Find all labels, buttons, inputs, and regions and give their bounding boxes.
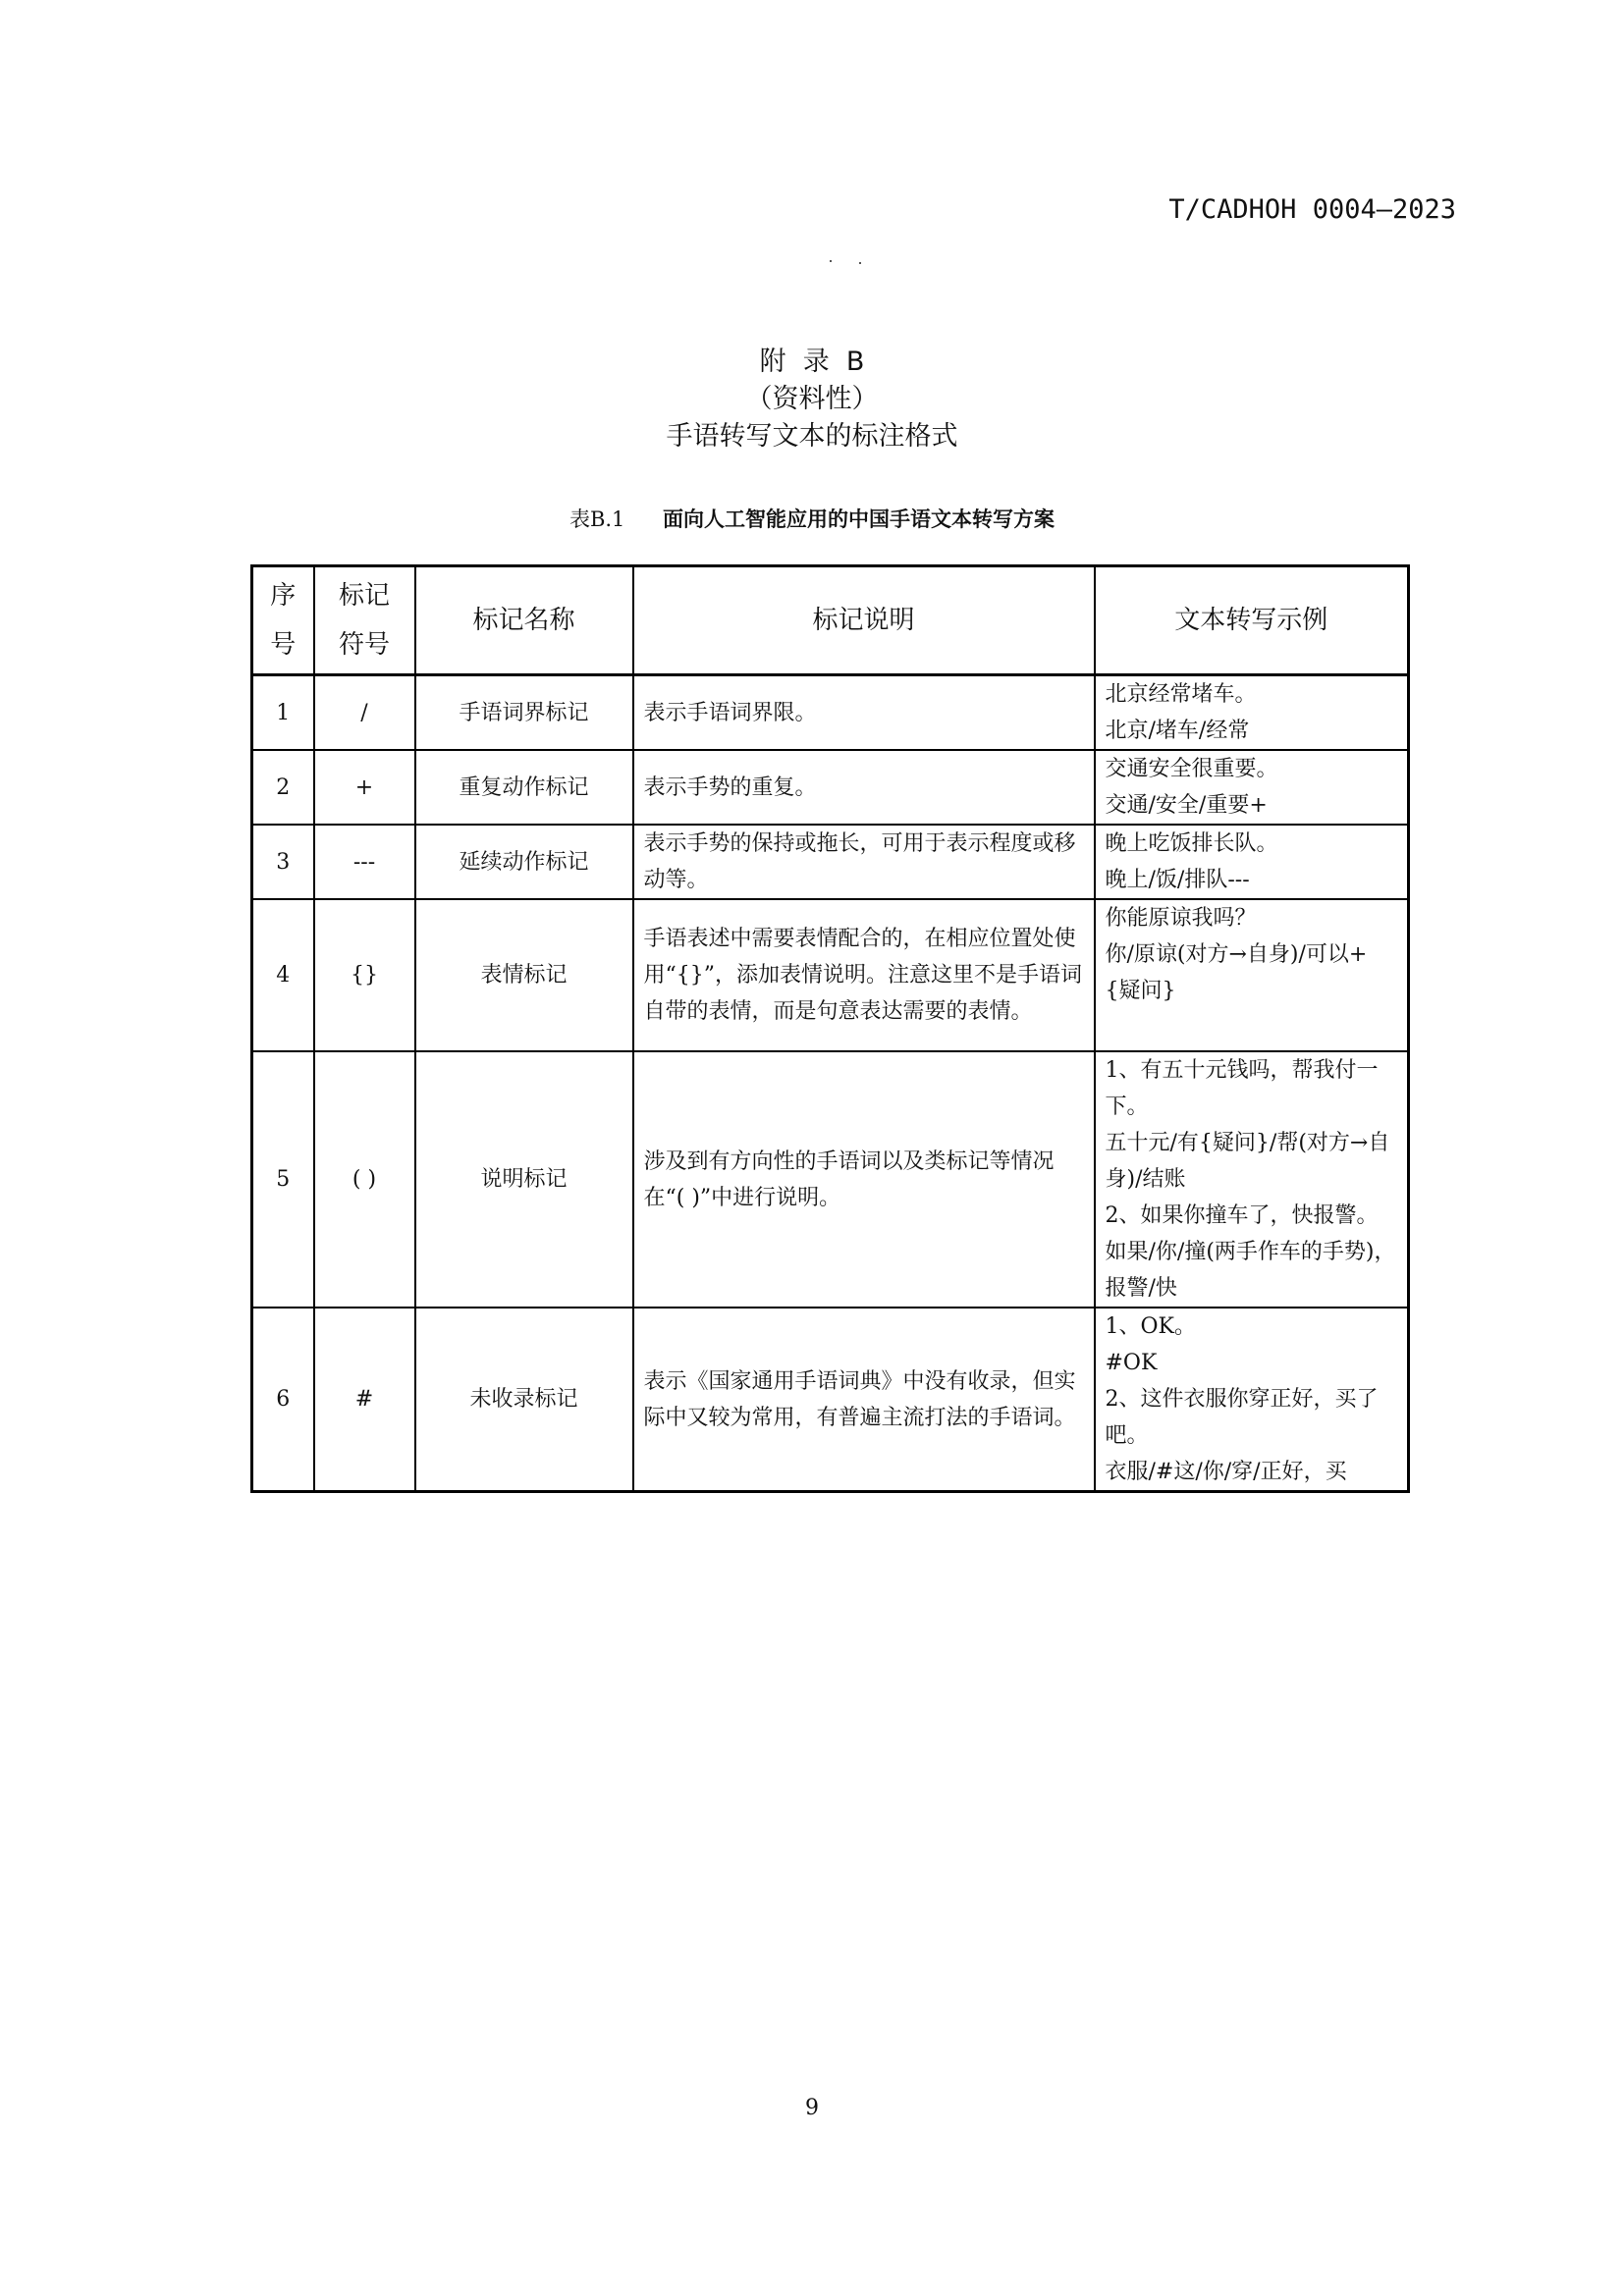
row-description: 涉及到有方向性的手语词以及类标记等情况在“( )”中进行说明。 bbox=[633, 1051, 1095, 1308]
row-name: 说明标记 bbox=[415, 1051, 633, 1308]
row-name: 手语词界标记 bbox=[415, 675, 633, 751]
decorative-dots bbox=[826, 260, 865, 266]
column-header-name: 标记名称 bbox=[415, 566, 633, 675]
appendix-heading bbox=[0, 344, 1624, 455]
row-examples: 北京经常堵车。 北京/堵车/经常 bbox=[1095, 675, 1409, 751]
document-code: T/CADHOH 0004—2023 bbox=[1168, 194, 1456, 225]
table-header-row bbox=[252, 566, 1409, 675]
row-description: 表示《国家通用手语词典》中没有收录，但实际中又较为常用，有普遍主流打法的手语词。 bbox=[633, 1308, 1095, 1492]
column-header-index: 序 号 bbox=[252, 566, 314, 675]
transcription-scheme-table bbox=[250, 564, 1410, 1493]
row-name: 表情标记 bbox=[415, 899, 633, 1051]
appendix-nature: （资料性） bbox=[745, 384, 879, 414]
table-row bbox=[252, 1308, 1409, 1492]
row-name: 延续动作标记 bbox=[415, 825, 633, 899]
row-name: 重复动作标记 bbox=[415, 750, 633, 825]
row-description: 手语表述中需要表情配合的，在相应位置处使用“{}”，添加表情说明。注意这里不是手语词自带的表情，而是句意表达需要的表情。 bbox=[633, 899, 1095, 1051]
row-index: 1 bbox=[252, 675, 314, 751]
row-index: 6 bbox=[252, 1308, 314, 1492]
row-examples: 你能原谅我吗？ 你/原谅(对方→自身)/可以+{疑问} bbox=[1095, 899, 1409, 1051]
row-examples: 1、OK。 #OK 2、这件衣服你穿正好，买了吧。 衣服/#这/你/穿/正好，买 bbox=[1095, 1308, 1409, 1492]
column-header-example: 文本转写示例 bbox=[1095, 566, 1409, 675]
row-index: 2 bbox=[252, 750, 314, 825]
column-header-description: 标记说明 bbox=[633, 566, 1095, 675]
row-examples: 交通安全很重要。 交通/安全/重要+ bbox=[1095, 750, 1409, 825]
table-row bbox=[252, 675, 1409, 751]
row-symbol: / bbox=[314, 675, 415, 751]
table-caption-title: 面向人工智能应用的中国手语文本转写方案 bbox=[663, 507, 1056, 531]
row-index: 5 bbox=[252, 1051, 314, 1308]
appendix-title: 手语转写文本的标注格式 bbox=[666, 421, 958, 452]
row-description: 表示手势的重复。 bbox=[633, 750, 1095, 825]
table-row bbox=[252, 1051, 1409, 1308]
row-examples: 晚上吃饭排长队。 晚上/饭/排队--- bbox=[1095, 825, 1409, 899]
appendix-label: 附 录 B bbox=[759, 347, 865, 377]
table-caption bbox=[0, 504, 1624, 533]
row-examples: 1、有五十元钱吗，帮我付一下。 五十元/有{疑问}/帮(对方→自身)/结账 2、如果你撞车了，快报警。 如果/你/撞(两手作车的手势)，报警/快 bbox=[1095, 1051, 1409, 1308]
row-index: 3 bbox=[252, 825, 314, 899]
table-caption-number: 表B.1 bbox=[568, 507, 625, 531]
row-description: 表示手势的保持或拖长，可用于表示程度或移动等。 bbox=[633, 825, 1095, 899]
row-description: 表示手语词界限。 bbox=[633, 675, 1095, 751]
row-symbol: ( ) bbox=[314, 1051, 415, 1308]
table-row bbox=[252, 899, 1409, 1051]
row-index: 4 bbox=[252, 899, 314, 1051]
table-row bbox=[252, 825, 1409, 899]
table-row bbox=[252, 750, 1409, 825]
column-header-symbol: 标记 符号 bbox=[314, 566, 415, 675]
row-symbol: # bbox=[314, 1308, 415, 1492]
row-symbol: {} bbox=[314, 899, 415, 1051]
page-number: 9 bbox=[805, 2096, 819, 2120]
row-symbol: --- bbox=[314, 825, 415, 899]
row-symbol: + bbox=[314, 750, 415, 825]
row-name: 未收录标记 bbox=[415, 1308, 633, 1492]
